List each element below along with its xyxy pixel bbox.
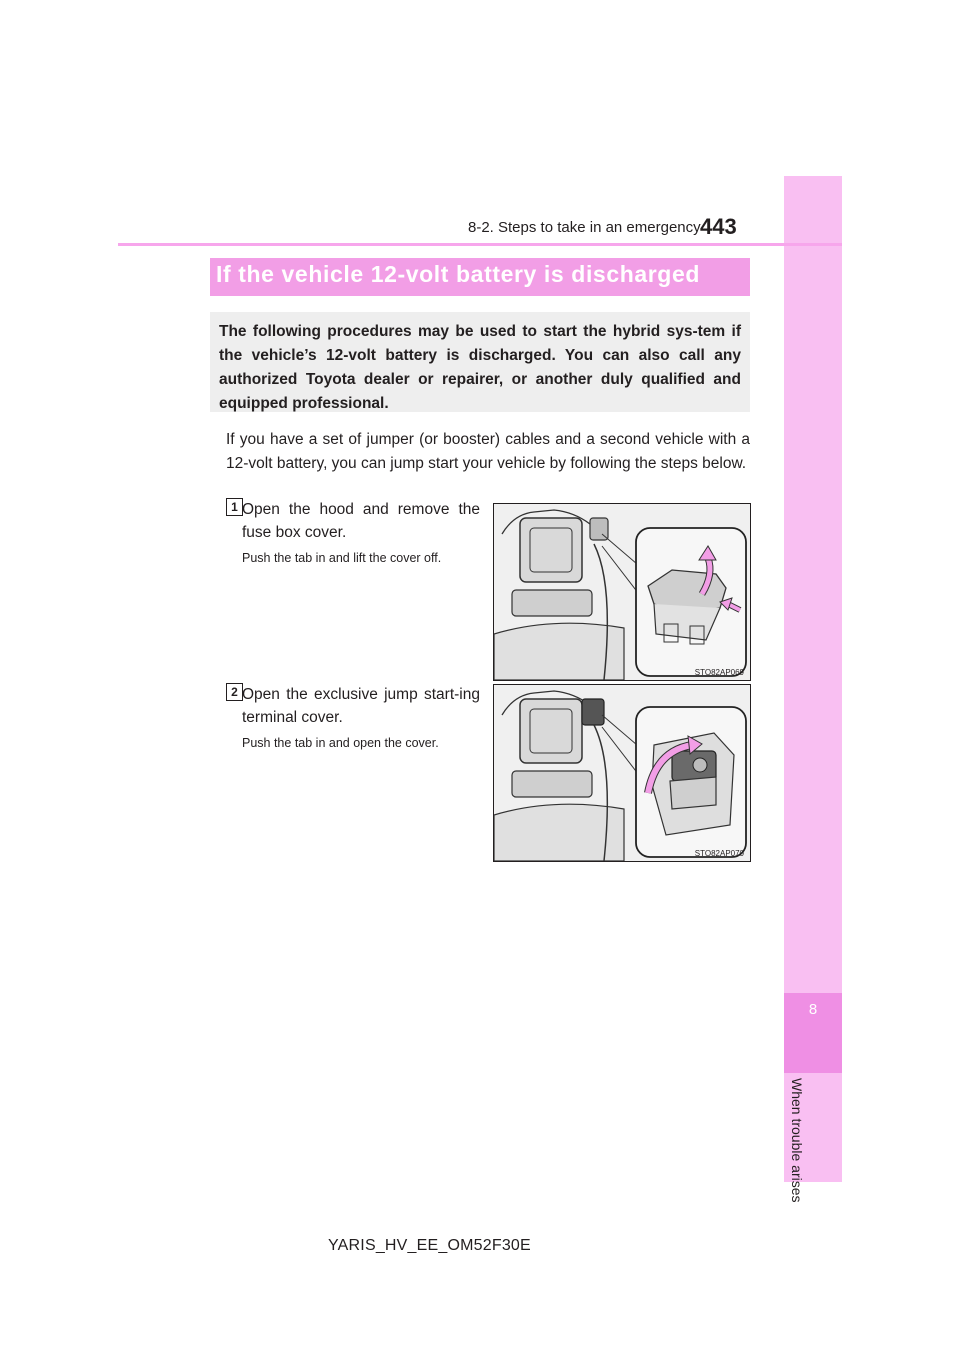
- figure-jump-terminal-cover: [493, 684, 751, 862]
- document-code: YARIS_HV_EE_OM52F30E: [328, 1237, 531, 1254]
- intro-box: [210, 312, 750, 412]
- step-2-text: Open the exclusive jump start-ing terminal cover.: [242, 686, 480, 726]
- engine-bay-illustration-2: [494, 685, 750, 861]
- engine-bay-illustration-1: [494, 504, 750, 680]
- section-title: If the vehicle 12-volt battery is discharged: [216, 261, 700, 287]
- page-number: 443: [700, 214, 737, 239]
- chapter-title-tab: [785, 1078, 841, 1203]
- step-1-number: 1: [226, 498, 243, 516]
- figure-code: STO82AP069: [694, 668, 744, 677]
- chapter-number-tab: [784, 993, 842, 1073]
- figure-fuse-box-cover: [493, 503, 751, 681]
- step-2-number: 2: [226, 683, 243, 701]
- section-title-bar: [210, 258, 750, 296]
- step-1-text: Open the hood and remove the fuse box cover.: [242, 501, 480, 541]
- chapter-title: When trouble arises: [789, 1078, 805, 1203]
- body-paragraph: If you have a set of jumper (or booster) cables and a second vehicle with a 12-volt battery, you can jump start your vehicle by following the steps below.: [226, 431, 750, 472]
- section-path: 8-2. Steps to take in an emergency: [468, 219, 701, 236]
- chapter-number: 8: [808, 1001, 818, 1018]
- figure-code: STO82AP070: [694, 849, 744, 858]
- intro-text: The following procedures may be used to start the hybrid sys-tem if the vehicle’s 12-volt battery is discharged. You can also call any authorized Toyota dealer or repairer, or another duly qualified and equipped professional.: [219, 323, 741, 412]
- step-1-note: Push the tab in and lift the cover off.: [242, 551, 442, 565]
- step-2-note: Push the tab in and open the cover.: [242, 736, 439, 750]
- header-rule: [118, 243, 842, 246]
